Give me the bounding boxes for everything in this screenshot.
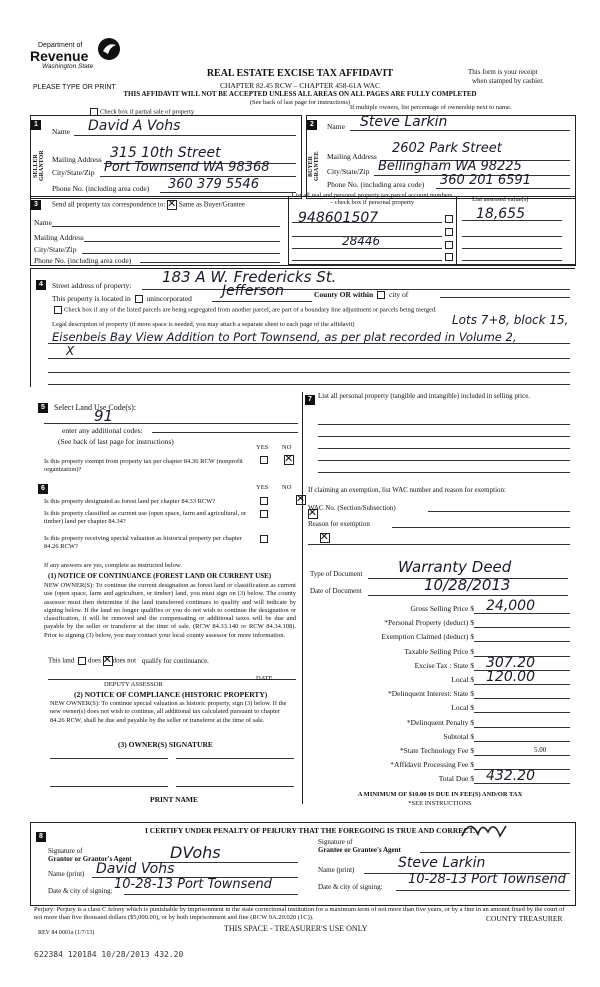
dor-logo (30, 36, 125, 76)
same-as-buyer-label: Same as Buyer/Grantee (178, 200, 245, 209)
amount-value[interactable]: 24,000 (486, 598, 535, 614)
located-row (52, 294, 192, 303)
segregated-checkbox[interactable] (54, 306, 62, 314)
logo-line-2: Revenue (30, 48, 89, 64)
parcel-table (288, 196, 576, 265)
amount-label: Gross Selling Price $ (410, 604, 474, 613)
current-use-question: Is this property classified as current use (open space, farm and agricultural, or timber) land per chapter 84.34? (44, 510, 247, 525)
segregated-label: Check box if any of the listed parcels are being segregated from another parcel, are part of a boundary line adjustment or parcels being merged. (64, 306, 437, 314)
initials-mark (460, 816, 510, 842)
grantee-print-name[interactable]: Steve Larkin (398, 855, 486, 871)
doc-date-label: Date of Document (310, 587, 362, 595)
county-label: County OR within (314, 290, 374, 299)
current-use-yes-checkbox[interactable] (260, 510, 268, 518)
grantee-date-label: Date & city of signing: (318, 883, 383, 891)
parcel-header: List all real and personal property tax parcel account numbers – check box if personal property (291, 192, 453, 206)
seller-phone[interactable]: 360 379 5546 (168, 177, 259, 192)
amount-line (474, 712, 570, 713)
land-use-code[interactable]: 91 (94, 407, 114, 425)
form-warning: THIS AFFIDAVIT WILL NOT BE ACCEPTED UNLESS ALL AREAS ON ALL PAGES ARE FULLY COMPLETED (123, 90, 477, 98)
please-type: PLEASE TYPE OR PRINT (33, 84, 116, 91)
buyer-phone-label: Phone No. (including area code) (327, 180, 425, 189)
legal-2[interactable]: Eisenbeis Bay View Addition to Port Townsend, as per plat recorded in Volume 2, (52, 330, 517, 344)
amount-label: *Delinquent Interest: State $ (387, 689, 474, 698)
treasurer-use: THIS SPACE - TREASURER'S USE ONLY (224, 924, 368, 933)
amount-line (474, 755, 570, 756)
city-checkbox[interactable] (377, 291, 385, 299)
amount-label: *Personal Property (deduct) $ (384, 618, 474, 627)
amount-label: *Delinquent Penalty $ (406, 718, 474, 727)
reason-label: Reason for exemption (308, 520, 370, 528)
amount-value[interactable]: 5.00 (534, 746, 547, 754)
s5-no: NO (282, 444, 292, 451)
does-not-checkbox[interactable] (103, 656, 113, 666)
grantor-print-label: Name (print) (48, 870, 85, 878)
pp-checkbox-4[interactable] (445, 253, 453, 261)
does-label: does (88, 656, 101, 665)
s3-phone-label: Phone No. (including area code) (34, 256, 132, 265)
amount-value[interactable]: 120.00 (486, 669, 535, 685)
legal-label: Legal description of property (if more space is needed, you may attach a separate sheet to each page of the affidavit) (52, 321, 355, 328)
grantee-sig-label-1: Signature of (318, 838, 353, 846)
amount-label: Local $ (451, 675, 474, 684)
form-chapter: CHAPTER 82.45 RCW – CHAPTER 458-61A WAC (220, 81, 380, 90)
s5-yes: YES (256, 444, 269, 451)
amount-label: Subtotal $ (443, 732, 474, 741)
continuance-row (48, 656, 209, 666)
correspondence-row (52, 200, 245, 210)
amount-line (474, 641, 570, 642)
notice-1-body: NEW OWNER(S): To continue the current designation as forest land or classification as current use (open space, farm and agriculture, or timber) land, you must sign on (3) below. The county assessor must then determine if the land transferred continues to qualify and will indicate by signing below. If the land no longer qualifies or you do not wish to continue the designation or classification, it will be removed and the compensating or additional taxes will be due and payable by the seller or transferor at the time of sale. (RCW 84.33.140 or RCW 84.34.108). Prior to signing (3) below, you may contact your local county assessor for more information. (44, 582, 296, 639)
grantor-sig-label-2: Grantor or Grantor's Agent (48, 855, 132, 863)
section-2-number: 2 (307, 120, 317, 130)
receipt-stamp: 622384 120184 10/28/2013 432.20 (34, 950, 184, 959)
city-of-label: city of (388, 290, 409, 299)
section-5-number: 5 (38, 403, 48, 413)
grantor-signature[interactable]: DVohs (170, 843, 221, 862)
s6-no: NO (282, 484, 292, 491)
see-instructions: *SEE INSTRUCTIONS (408, 800, 472, 807)
exemption-label: If claiming an exemption, list WAC number and reason for exemption: (308, 486, 506, 494)
historic-yes-checkbox[interactable] (260, 535, 268, 543)
doc-type[interactable]: Warranty Deed (398, 558, 512, 576)
located-label: This property is located in (52, 294, 131, 303)
section-7-number: 7 (305, 395, 315, 405)
personal-property-label: List all personal property (tangible and intangible) included in selling price. (318, 392, 531, 400)
amount-label: *State Technology Fee $ (399, 746, 474, 755)
notice-2-body: NEW OWNER(S): To continue special valuation as historic property, sign (3) below. If the new owner(s) does not wish to continue, all additional tax calculated pursuant to chapter 84.26 RCW, shall be due and payable by the seller or transferor at the time of sale. (50, 700, 287, 724)
s3-name-label: Name (34, 218, 52, 227)
parcel-divider (456, 196, 457, 264)
receipt-note-1: This form is your receipt (468, 68, 538, 76)
additional-codes: enter any additional codes: (62, 426, 143, 435)
same-as-buyer-checkbox[interactable] (167, 200, 177, 210)
segregated-row (52, 306, 437, 314)
seller-name[interactable]: David A Vohs (88, 118, 181, 134)
forest-no-checkbox[interactable] (296, 495, 306, 505)
street-address[interactable]: 183 A W. Fredericks St. (162, 268, 337, 286)
grantee-sig-label-2: Grantee or Grantee's Agent (318, 846, 401, 854)
seller-phone-label: Phone No. (including area code) (52, 184, 150, 193)
amount-value[interactable]: 307.20 (486, 655, 535, 671)
buyer-city[interactable]: Bellingham WA 98225 (378, 159, 522, 174)
doc-date[interactable]: 10/28/2013 (424, 576, 511, 594)
amount-line (474, 627, 570, 628)
grantee-print-label: Name (print) (318, 866, 355, 874)
county-row (314, 290, 408, 299)
unincorporated-label: unincorporated (146, 294, 192, 303)
revenue-swirl-icon (96, 36, 122, 62)
exempt-question: Is this property exempt from property tax per chapter 84.36 RCW (nonprofit organization)? (44, 458, 243, 473)
s6-yes: YES (256, 484, 269, 491)
assessed-header: List assessed value(s) (472, 196, 529, 203)
buyer-name-label: Name (327, 122, 345, 131)
land-use-label: Select Land Use Code(s): (54, 403, 136, 412)
qualify-label: qualify for continuance. (141, 656, 209, 665)
notice-1-title: (1) NOTICE OF CONTINUANCE (FOREST LAND OR CURRENT USE) (48, 572, 272, 580)
s3-city-label: City/State/Zip (34, 245, 77, 254)
seller-address[interactable]: 315 10th Street (110, 145, 221, 161)
pp-checkbox-2[interactable] (445, 228, 453, 236)
historic-no-checkbox[interactable] (320, 533, 330, 543)
logo-line-1: Department of (38, 42, 83, 49)
form-title: REAL ESTATE EXCISE TAX AFFIDAVIT (206, 68, 394, 79)
legal-3[interactable]: X (66, 344, 75, 358)
historic-question: Is this property receiving special valuation as historical property per chapter 84.26 RCW? (44, 535, 242, 550)
certify-statement: I CERTIFY UNDER PENALTY OF PERJURY THAT THE FOREGOING IS TRUE AND CORRECT. (144, 826, 475, 835)
if-yes-note: If any answers are yes, complete as instructed below. (44, 562, 182, 569)
print-name-label: PRINT NAME (150, 795, 198, 804)
assessed-1[interactable]: 18,655 (476, 206, 525, 222)
buyer-addr-label: Mailing Address (327, 152, 377, 161)
parcel-1[interactable]: 948601507 (298, 210, 379, 226)
forest-question: Is this property designated as forest land per chapter 84.33 RCW? (44, 498, 216, 505)
seller-name-label: Name (52, 127, 70, 136)
grantee-date-city[interactable]: 10-28-13 Port Townsend (408, 872, 566, 887)
section-6-number: 6 (38, 484, 48, 494)
amount-label: Local $ (451, 703, 474, 712)
amount-line (474, 741, 570, 742)
amount-label: Taxable Selling Price $ (404, 647, 474, 656)
doc-type-label: Type of Document (310, 570, 363, 578)
buyer-name[interactable]: Steve Larkin (360, 114, 448, 130)
exempt-yes-checkbox[interactable] (260, 456, 268, 464)
deputy-date: DATE (256, 675, 273, 682)
forest-yes-checkbox[interactable] (260, 497, 268, 505)
amount-label: *Affidavit Processing Fee $ (390, 760, 474, 769)
seller-city-label: City/State/Zip (52, 168, 95, 177)
correspondence-label: Send all property tax correspondence to: (52, 200, 166, 209)
receipt-note-2: when stamped by cashier. (472, 77, 544, 85)
grantee-sig-label (318, 838, 401, 854)
amount-label: Exemption Claimed (deduct) $ (381, 632, 474, 641)
buyer-city-label: City/State/Zip (327, 167, 370, 176)
form-see-back: (See back of last page for instructions) (249, 99, 351, 106)
pp-checkbox-3[interactable] (445, 241, 453, 249)
does-checkbox[interactable] (78, 657, 86, 665)
does-not-label: does not (112, 656, 137, 665)
multiple-owners-note: If multiple owners, list percentage of ownership next to name. (350, 104, 512, 111)
amount-value[interactable]: 432.20 (486, 768, 535, 784)
street-label: Street address of property: (52, 281, 132, 290)
section-3-number: 3 (31, 200, 41, 210)
wac-label: WAC No. (Section/Subsection) (308, 504, 396, 512)
exempt-no-checkbox[interactable] (284, 455, 294, 465)
county-name[interactable]: Jefferson (222, 283, 284, 299)
amount-label: Excise Tax : State $ (414, 661, 474, 670)
amount-label: Total Due $ (438, 774, 474, 783)
notice-2-title: (2) NOTICE OF COMPLIANCE (HISTORIC PROPERTY) (74, 690, 268, 699)
this-land-label: This land (48, 656, 75, 665)
seller-addr-label: Mailing Address (52, 155, 102, 164)
seller-side-label: SELLER GRANTOR (33, 150, 45, 182)
owner-signature-label: (3) OWNER(S) SIGNATURE (118, 740, 213, 749)
grantor-date-city[interactable]: 10-28-13 Port Townsend (114, 877, 272, 892)
section-1-number: 1 (31, 120, 41, 130)
pp-checkbox-1[interactable] (445, 215, 453, 223)
unincorporated-checkbox[interactable] (135, 295, 143, 303)
grantor-sig-label-1: Signature of (48, 847, 83, 855)
s5-see-back: (See back of last page for instructions) (58, 437, 174, 446)
legal-1[interactable]: Lots 7+8, block 15, (452, 313, 569, 327)
buyer-address[interactable]: 2602 Park Street (392, 141, 502, 156)
partial-sale-label: Check box if partial sale of property (100, 108, 195, 116)
grantor-date-label: Date & city of signing: (48, 887, 113, 895)
buyer-side-label: BUYER GRANTEE (308, 151, 320, 181)
grantor-print-name[interactable]: David Vohs (96, 861, 175, 877)
buyer-phone[interactable]: 360 201 6591 (440, 173, 531, 188)
deputy-assessor: DEPUTY ASSESSOR (104, 681, 163, 688)
parcel-2[interactable]: 28446 (342, 234, 381, 248)
section-8-number: 8 (36, 832, 46, 842)
amount-line (474, 698, 570, 699)
amount-line (474, 727, 570, 728)
county-treasurer: COUNTY TREASURER (486, 914, 563, 923)
section-4-number: 4 (36, 280, 46, 290)
s3-addr-label: Mailing Address (34, 233, 84, 242)
perjury-note: Perjury: Perjury is a class C felony which is punishable by imprisonment in the state correctional institution for a maximum term of not more than five years, or by a fine in an amount fixed by the court of not more than five thousand dollars ($5,000.00), or by both imprisonment and fine (RCW 9A.20.020 (1C)). (34, 906, 565, 921)
form-revision: REV 84 0001a (1/7/13) (38, 930, 95, 936)
vertical-divider (302, 392, 303, 804)
minimum-due: A MINIMUM OF $10.00 IS DUE IN FEE(S) AND/OR TAX (357, 791, 523, 798)
seller-city[interactable]: Port Townsend WA 98368 (104, 160, 270, 175)
logo-line-3: Washington State (42, 63, 94, 70)
